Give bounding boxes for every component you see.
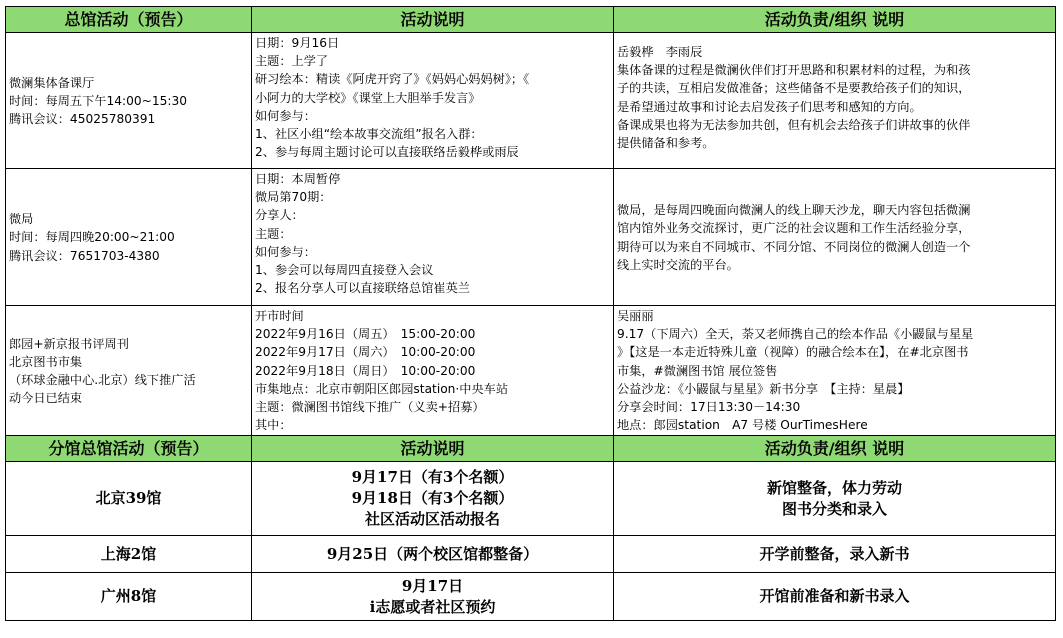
- cell-line: 备课成果也将为无法参加共创，但有机会去给孩子们讲故事的伙伴: [617, 117, 971, 132]
- cell-line: 》【这是一本走近特殊儿童（视障）的融合绘本在】，在#北京图书: [617, 345, 969, 360]
- cell-line: 腾讯会议：45025780391: [9, 112, 156, 127]
- activity-name-cell: [6, 306, 252, 436]
- cell-line: 岳毅桦 李雨辰: [617, 45, 703, 59]
- activity-name-cell: [6, 169, 252, 306]
- cell-line: 微澜集体备课厅: [9, 75, 95, 90]
- cell-line: 开市时间: [255, 309, 304, 323]
- cell-line: 如何参与：: [255, 244, 316, 259]
- section1-header-col3: 活动负责/组织 说明: [614, 7, 1056, 33]
- cell-line: 2022年9月16日（周五） 15:00-20:00: [255, 327, 476, 342]
- cell-line: 2、报名分享人可以直接联络总馆崔英兰: [255, 281, 470, 296]
- cell-line: 9.17（下周六）全天，荼又老师携自己的绘本作品《小鼹鼠与星星: [617, 327, 974, 342]
- cell-line: 馆内馆外业务交流探讨，更广泛的社会议题和工作生活经验分享，: [617, 221, 971, 236]
- branch-desc-cell: [252, 536, 614, 573]
- cell-line: 子的共读，互相启发做准备；这些储备不是要教给孩子们的知识，: [617, 81, 971, 96]
- section2-header-col3: 活动负责/组织 说明: [614, 436, 1056, 462]
- cell-line: 微局，是每周四晚面向微澜人的线上聊天沙龙，聊天内容包括微澜: [617, 203, 971, 218]
- cell-line: 提供储备和参考。: [617, 136, 715, 151]
- cell-line: 小阿力的大学校》《课堂上大胆举手发言》: [255, 90, 481, 105]
- cell-line: 日期：本周暂停: [255, 172, 341, 186]
- cell-line: 9月25日（两个校区馆都整备）: [326, 544, 539, 563]
- cell-line: 1、参会可以每周四直接登入会议: [255, 263, 434, 278]
- section1-header-row: [6, 7, 1056, 33]
- cell-line: 微局: [9, 212, 34, 227]
- table-row: [6, 169, 1056, 306]
- cell-line: 市集，#微澜图书馆 展位签售: [617, 363, 778, 378]
- cell-line: 腾讯会议：7651703-4380: [9, 248, 160, 263]
- branch-desc-cell: [252, 573, 614, 621]
- branch-name-cell: 广州8馆: [6, 573, 252, 621]
- cell-line: 2022年9月17日（周六） 10:00-20:00: [255, 345, 476, 360]
- cell-line: 分享会时间：17日13:30－14:30: [617, 400, 801, 415]
- activity-name-cell: [6, 33, 252, 169]
- cell-line: （环球金融中心.北京）线下推广活: [9, 373, 196, 387]
- cell-line: 9月17日: [401, 576, 464, 595]
- cell-line: 开学前整备，录入新书: [759, 544, 910, 563]
- table-row: [6, 462, 1056, 536]
- cell-line: 日期：9月16日: [255, 36, 340, 50]
- cell-line: 研习绘本：精读《阿虎开窍了》《妈妈心妈妈树》；《: [255, 72, 530, 87]
- cell-line: 地点：郎园station A7 号楼 OurTimesHere: [617, 418, 868, 433]
- table-row: [6, 33, 1056, 169]
- cell-line: 期待可以为来自不同城市、不同分馆、不同岗位的微澜人创造一个: [617, 239, 971, 254]
- cell-line: 社区活动区活动报名: [364, 510, 500, 528]
- cell-line: 图书分类和录入: [781, 499, 887, 518]
- cell-line: 新馆整备，体力劳动: [766, 478, 902, 497]
- branch-desc-cell: [252, 462, 614, 536]
- activity-desc-cell: [252, 306, 614, 436]
- cell-line: 2、参与每周主题讨论可以直接联络岳毅桦或雨辰: [255, 145, 519, 160]
- cell-line: 时间：每周四晚20:00~21:00: [9, 230, 175, 245]
- cell-line: 主题：微澜图书馆线下推广（义卖+招募）: [255, 400, 485, 415]
- cell-line: 分享人：: [255, 208, 304, 223]
- section1-header-col1: 总馆活动（预告）: [6, 7, 252, 33]
- cell-line: 2022年9月18日（周日） 10:00-20:00: [255, 363, 476, 378]
- cell-line: 主题：上学了: [255, 54, 329, 69]
- branch-org-cell: [614, 573, 1056, 621]
- section2-header-col2: 活动说明: [252, 436, 614, 462]
- section2-header-col1: 分馆总馆活动（预告）: [6, 436, 252, 462]
- activity-org-cell: [614, 306, 1056, 436]
- cell-line: 线上实时交流的平台。: [617, 257, 739, 272]
- cell-line: 郎园+新京报书评周刊: [9, 336, 129, 351]
- cell-line: 9月17日（有3个名额）: [351, 468, 514, 486]
- cell-line: 集体备课的过程是微澜伙伴们打开思路和积累材料的过程，为和孩: [617, 63, 971, 78]
- table-row: [6, 536, 1056, 573]
- section2-header-row: [6, 436, 1056, 462]
- activity-desc-cell: [252, 33, 614, 169]
- branch-name-cell: 上海2馆: [6, 536, 252, 573]
- cell-line: 动今日已结束: [9, 391, 83, 406]
- table-row: [6, 306, 1056, 436]
- cell-line: 主题：: [255, 226, 292, 241]
- cell-line: 时间：每周五下午14:00~15:30: [9, 93, 187, 108]
- activity-table: [5, 6, 1056, 621]
- cell-line: 1、社区小组“绘本故事交流组”报名入群：: [255, 127, 483, 142]
- section1-header-col2: 活动说明: [252, 7, 614, 33]
- cell-line: 其中：: [255, 418, 292, 433]
- branch-org-cell: [614, 462, 1056, 536]
- cell-line: 北京图书市集: [9, 354, 83, 369]
- activity-org-cell: [614, 33, 1056, 169]
- cell-line: 吴丽丽: [617, 309, 654, 323]
- cell-line: 市集地点：北京市朝阳区郎园station·中央车站: [255, 381, 509, 396]
- table-row: [6, 573, 1056, 621]
- cell-line: 是希望通过故事和讨论去启发孩子们思考和感知的方向。: [617, 99, 922, 114]
- cell-line: 公益沙龙：《小鼹鼠与星星》新书分享 【主持：星晨】: [617, 381, 910, 396]
- cell-line: i志愿或者社区预约: [369, 597, 496, 616]
- cell-line: 微局第70期：: [255, 190, 332, 205]
- activity-org-cell: [614, 169, 1056, 306]
- branch-name-cell: 北京39馆: [6, 462, 252, 536]
- branch-org-cell: [614, 536, 1056, 573]
- cell-line: 如何参与：: [255, 108, 316, 123]
- cell-line: 9月18日（有3个名额）: [351, 489, 514, 507]
- cell-line: 开馆前准备和新书录入: [759, 587, 910, 605]
- activity-desc-cell: [252, 169, 614, 306]
